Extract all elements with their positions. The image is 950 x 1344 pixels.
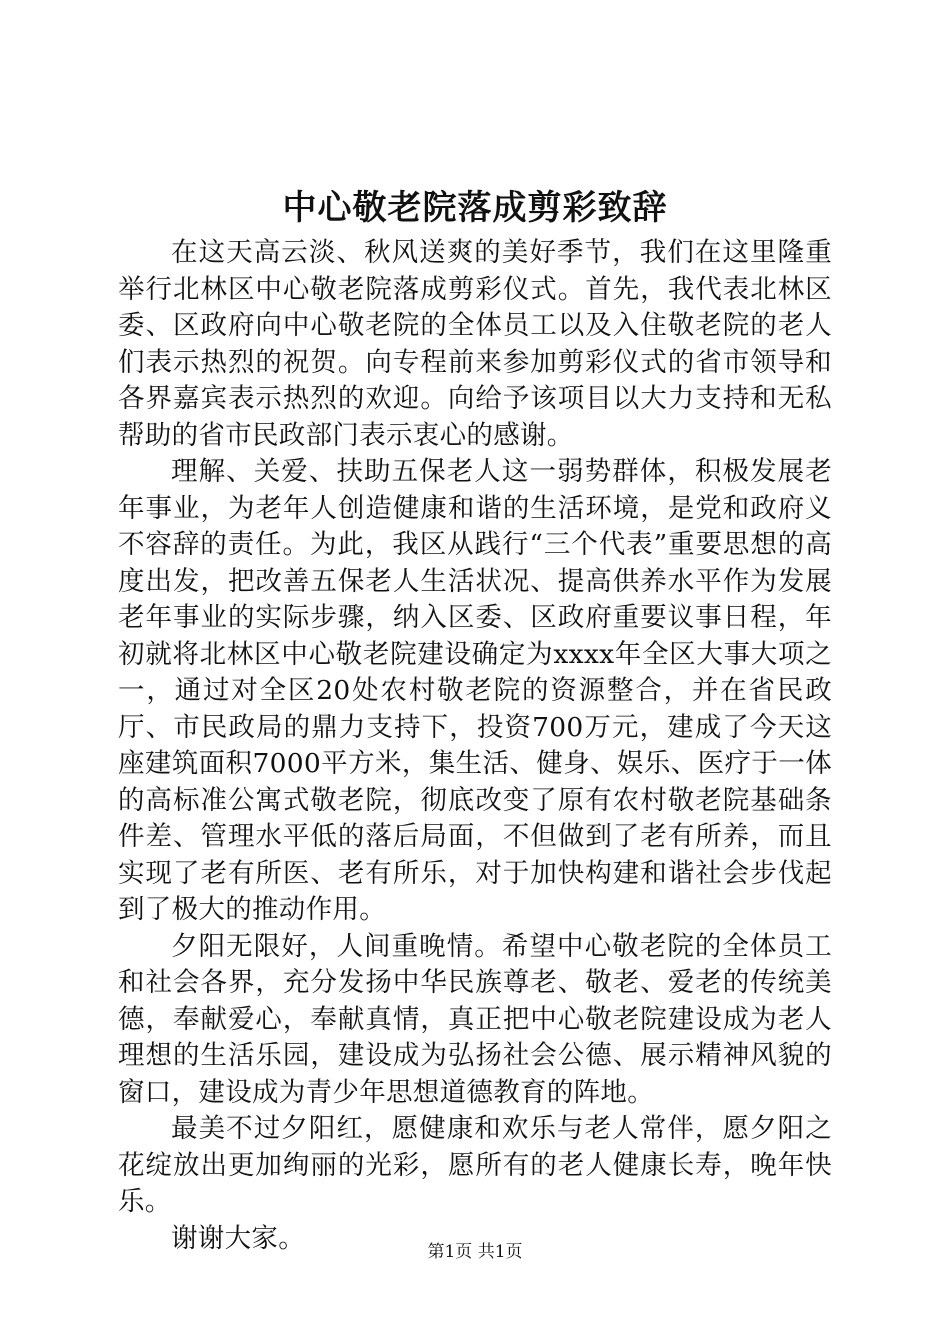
paragraph-1: 在这天高云淡、秋风送爽的美好季节，我们在这里隆重举行北林区中心敬老院落成剪彩仪式。首先，我代表北林区委、区政府向中心敬老院的全体员工以及入住敬老院的老人们表示热烈的祝贺。向专程前来参加剪彩仪式的省市领导和各界嘉宾表示热烈的欢迎。向给予该项目以大力支持和无私帮助的省市民政部门表示衷心的感谢。: [118, 237, 832, 451]
paragraph-5: 谢谢大家。: [171, 1222, 305, 1254]
paragraph-3: 夕阳无限好，人间重晚情。希望中心敬老院的全体员工和社会各界，充分发扬中华民族尊老、敬老、爱老的传统美德，奉献爱心，奉献真情，真正把中心敬老院建设成为老人理想的生活乐园，建设成为弘扬社会公德、展示精神风貌的窗口，建设成为青少年思想道德教育的阵地。: [118, 930, 832, 1108]
document-title: 中心敬老院落成剪彩致辞: [282, 188, 668, 228]
paragraph-4: 最美不过夕阳红，愿健康和欢乐与老人常伴，愿夕阳之花绽放出更加绚丽的光彩，愿所有的老人健康长寿，晚年快乐。: [118, 1113, 832, 1217]
document-body: [118, 235, 832, 1257]
page-footer: 第1页 共1页: [427, 1242, 523, 1262]
paragraph-2: 理解、关爱、扶助五保老人这一弱势群体，积极发展老年事业，为老年人创造健康和谐的生活环境，是党和政府义不容辞的责任。为此，我区从践行“三个代表”重要思想的高度出发，把改善五保老人生活状况、提高供养水平作为发展老年事业的实际步骤，纳入区委、区政府重要议事日程，年初就将北林区中心敬老院建设确定为xxxx年全区大事大项之一，通过对全区20处农村敬老院的资源整合，并在省民政厅、市民政局的鼎力支持下，投资700万元，建成了今天这座建筑面积7000平方米，集生活、健身、娱乐、医疗于一体的高标准公寓式敬老院，彻底改变了原有农村敬老院基础条件差、管理水平低的落后局面，不但做到了老有所养，而且实现了老有所医、老有所乐，对于加快构建和谐社会步伐起到了极大的推动作用。: [118, 456, 832, 925]
